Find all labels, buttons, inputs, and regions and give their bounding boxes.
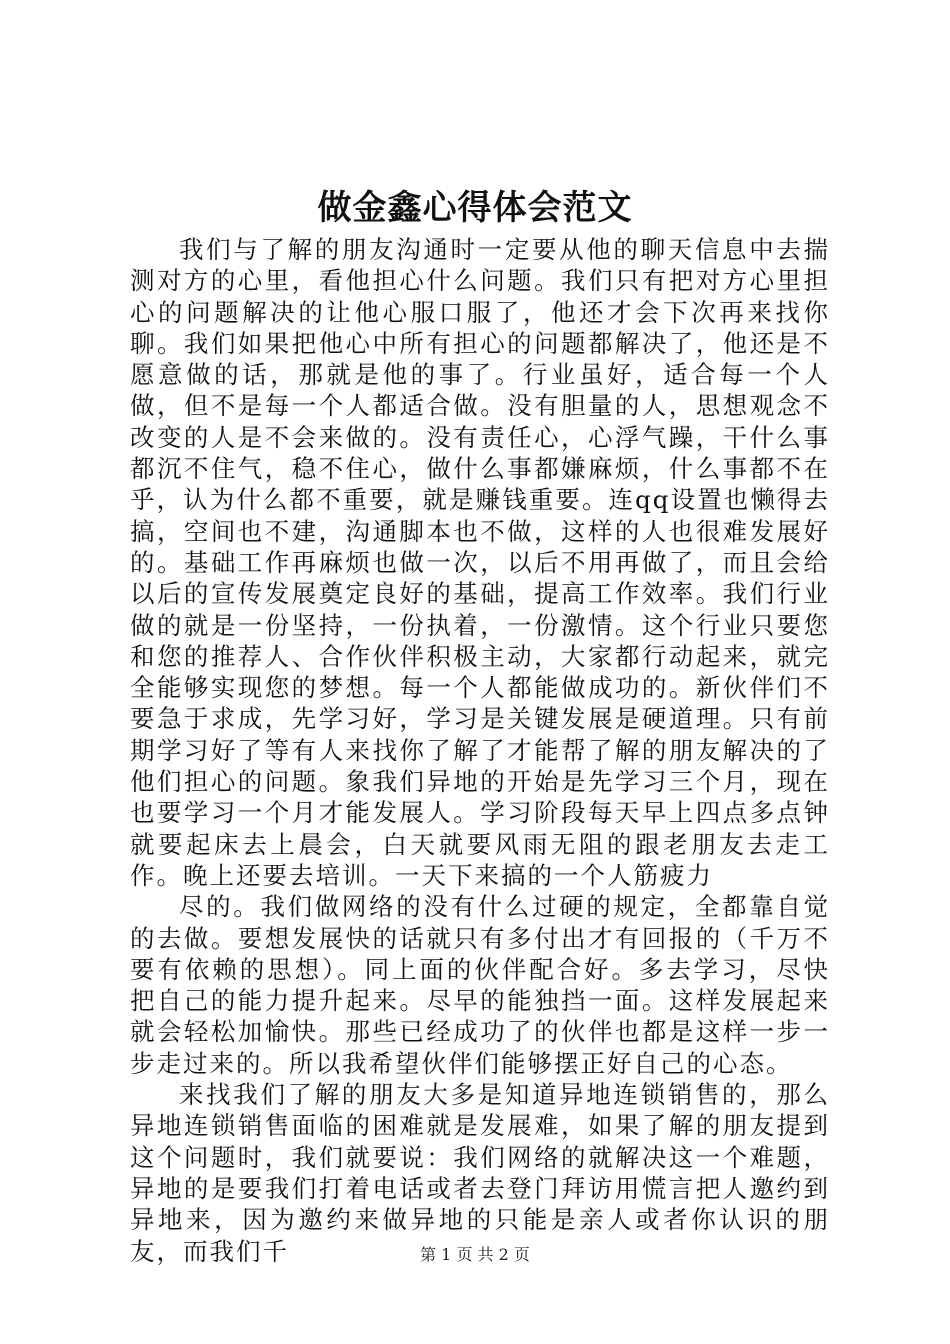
paragraph-3: 来找我们了解的朋友大多是知道异地连锁销售的，那么异地连锁销售面临的困难就是发展难，如果了解的朋友提到这个问题时，我们就要说：我们网络的就解决这一个难题，异地的是要我们打着电话或者去登门拜访用慌言把人邀约到异地来，因为邀约来做异地的只能是亲人或者你认识的朋友，而我们千 bbox=[130, 1080, 830, 1266]
page-number-footer: 第 1 页 共 2 页 bbox=[420, 1245, 530, 1264]
document-title: 做金鑫心得体会范文 bbox=[317, 188, 633, 228]
document-body bbox=[130, 234, 830, 1267]
paragraph-1: 我们与了解的朋友沟通时一定要从他的聊天信息中去揣测对方的心里，看他担心什么问题。我们只有把对方心里担心的问题解决的让他心服口服了，他还才会下次再来找你聊。我们如果把他心中所有担心的问题都解决了，他还是不愿意做的话，那就是他的事了。行业虽好，适合每一个人做，但不是每一个人都适合做。没有胆量的人，思想观念不改变的人是不会来做的。没有责任心，心浮气躁，干什么事都沉不住气，稳不住心，做什么事都嫌麻烦，什么事都不在乎，认为什么都不重要，就是赚钱重要。连qq设置也懒得去搞，空间也不建，沟通脚本也不做，这样的人也很难发展好的。基础工作再麻烦也做一次，以后不用再做了，而且会给以后的宣传发展奠定良好的基础，提高工作效率。我们行业做的就是一份坚持，一份执着，一份激情。这个行业只要您和您的推荐人、合作伙伴积极主动，大家都行动起来，就完全能够实现您的梦想。每一个人都能做成功的。新伙伴们不要急于求成，先学习好，学习是关键发展是硬道理。只有前期学习好了等有人来找你了解了才能帮了解的朋友解决的了他们担心的问题。象我们异地的开始是先学习三个月，现在也要学习一个月才能发展人。学习阶段每天早上四点多点钟就要起床去上晨会，白天就要风雨无阻的跟老朋友去走工作。晚上还要去培训。一天下来搞的一个人筋疲力 bbox=[130, 235, 830, 890]
paragraph-2: 尽的。我们做网络的没有什么过硬的规定，全都靠自觉的去做。要想发展快的话就只有多付出才有回报的（千万不要有依赖的思想）。同上面的伙伴配合好。多去学习，尽快把自己的能力提升起来。尽早的能独挡一面。这样发展起来就会轻松加愉快。那些已经成功了的伙伴也都是这样一步一步走过来的。所以我希望伙伴们能够摆正好自己的心态。 bbox=[130, 892, 830, 1078]
